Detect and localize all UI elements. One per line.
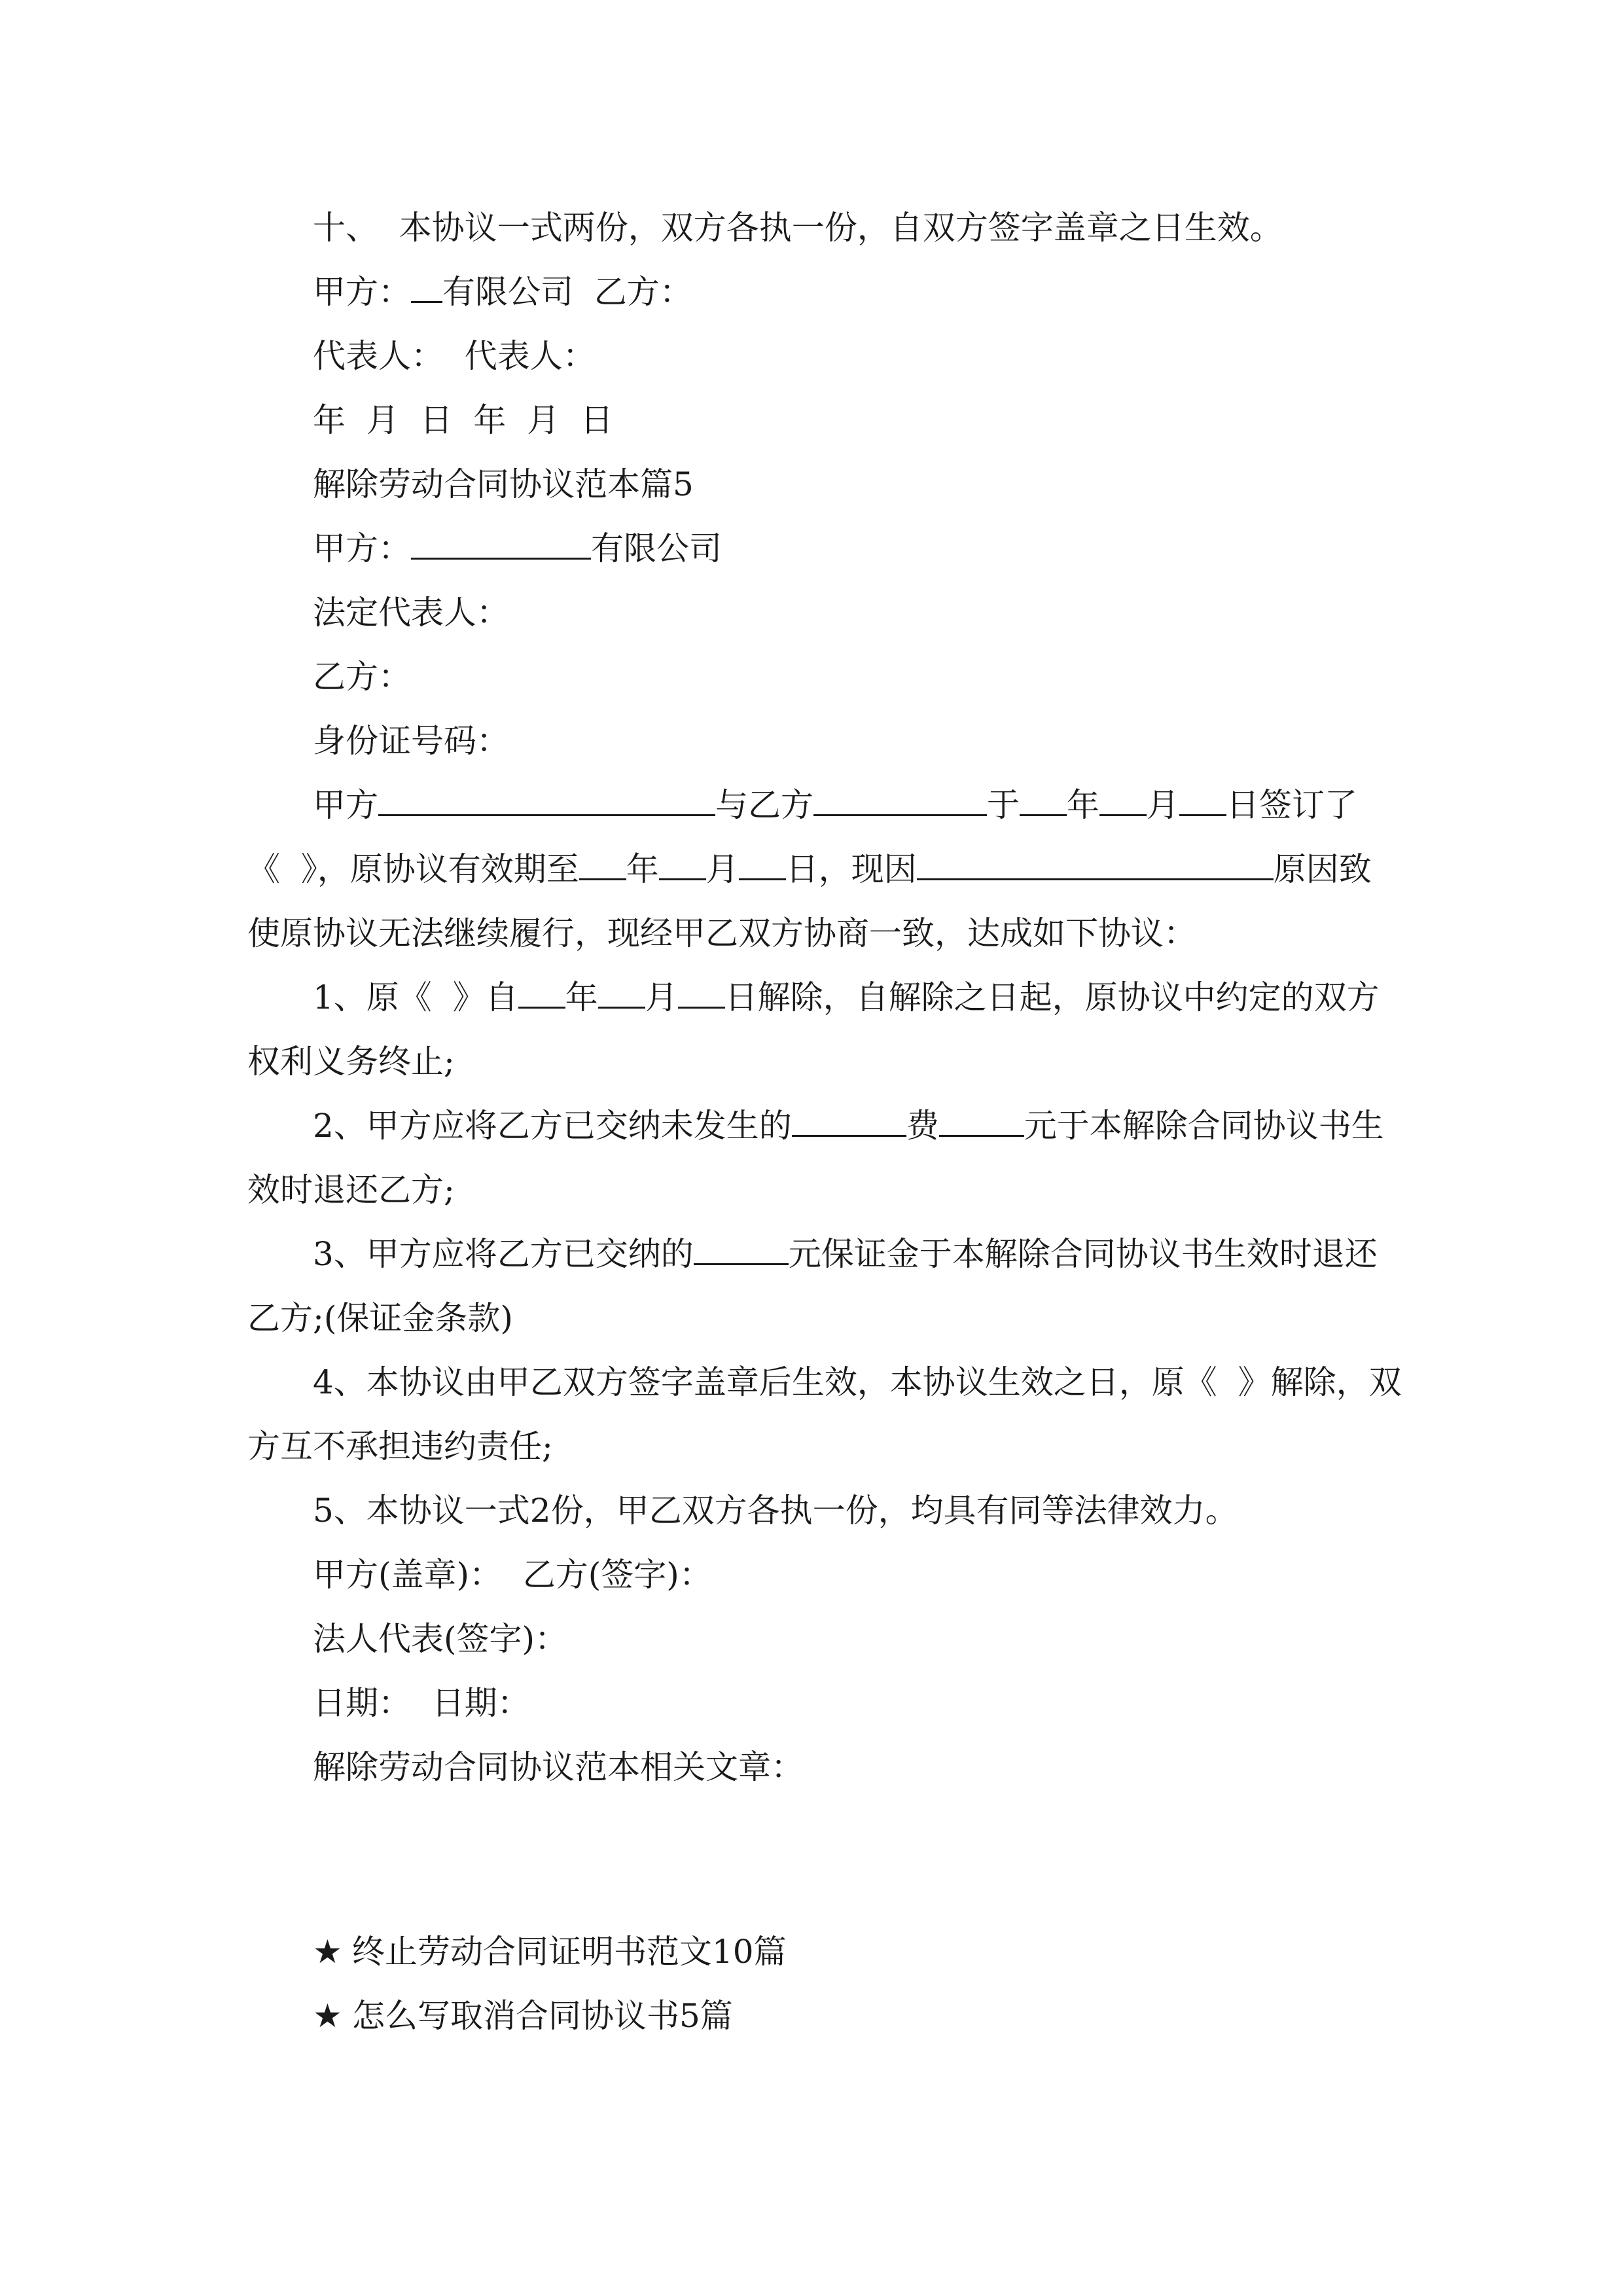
blank-field: [598, 978, 645, 1009]
text-segment: 日解除，自解除之日起，原协议中约定的双方: [724, 978, 1380, 1016]
party-a-prefix: 甲方：: [313, 529, 411, 567]
clause-item-4: 4、本协议由甲乙双方签字盖章后生效，本协议生效之日，原《 》解除，双: [313, 1363, 1402, 1401]
text-segment: 年: [626, 850, 659, 888]
party-line: [313, 272, 692, 312]
text-segment: 费: [906, 1107, 939, 1145]
text-segment: 元于本解除合同协议书生: [1024, 1107, 1384, 1145]
representative-line: 代表人： 代表人：: [313, 337, 596, 375]
blank-field: [1179, 785, 1226, 816]
text-segment: 2、甲方应将乙方已交纳未发生的: [313, 1107, 792, 1145]
clause-item-1: [313, 978, 1380, 1017]
party-a-suffix: 有限公司: [591, 529, 722, 567]
text-segment: 月: [645, 978, 678, 1016]
blank-field: [917, 850, 1274, 880]
blank-field: [411, 529, 591, 560]
party-a-label: 甲方：: [313, 273, 411, 311]
clause-item-5: 5、本协议一式2份，甲乙双方各执一份，均具有同等法律效力。: [313, 1492, 1238, 1530]
paragraph-line: [313, 785, 1357, 825]
text-segment: 年: [1067, 786, 1099, 824]
blank-field: [813, 785, 987, 816]
text-segment: 与乙方: [715, 786, 813, 824]
clause-ten: 十、 本协议一式两份，双方各执一份，自双方签字盖章之日生效。: [313, 209, 1283, 247]
blank-field: [518, 978, 565, 1009]
related-link[interactable]: [313, 1932, 787, 1971]
blank-field: [579, 850, 626, 880]
related-link-text[interactable]: 终止劳动合同证明书范文10篇: [352, 1933, 787, 1971]
legal-signature-line: 法人代表(签字)：: [313, 1620, 568, 1658]
party-a-line: [313, 529, 722, 568]
blank-field: [659, 850, 706, 880]
legal-rep-line: 法定代表人：: [313, 594, 509, 632]
text-segment: 《 》，原协议有效期至: [247, 850, 579, 888]
blank-field: [694, 1234, 789, 1265]
paragraph-line: 使原协议无法继续履行，现经甲乙双方协商一致，达成如下协议：: [247, 914, 1196, 952]
blank-field: [411, 272, 442, 303]
text-segment: 年: [565, 978, 598, 1016]
blank-field: [1099, 785, 1147, 816]
clause-item-1-cont: 权利义务终止;: [247, 1043, 455, 1081]
related-link-text[interactable]: 怎么写取消合同协议书5篇: [352, 1997, 733, 2035]
text-segment: 3、甲方应将乙方已交纳的: [313, 1235, 694, 1273]
clause-item-3-cont: 乙方;(保证金条款): [247, 1299, 513, 1337]
text-segment: 月: [1147, 786, 1179, 824]
clause-item-3: [313, 1234, 1378, 1274]
text-segment: 1、原《 》自: [313, 978, 518, 1016]
star-icon: ★: [313, 1997, 342, 2035]
clause-item-2: [313, 1106, 1384, 1145]
clause-item-2-cont: 效时退还乙方;: [247, 1171, 455, 1209]
text-segment: 元保证金于本解除合同协议书生效时退还: [788, 1235, 1378, 1273]
id-number-line: 身份证号码：: [313, 722, 509, 760]
blank-field: [1020, 785, 1067, 816]
signature-date-line: 日期： 日期：: [313, 1684, 530, 1722]
clause-item-4-cont: 方互不承担违约责任;: [247, 1427, 553, 1465]
signature-line: 甲方(盖章)： 乙方(签字)：: [313, 1556, 712, 1594]
related-link[interactable]: [313, 1996, 733, 2036]
text-segment: 于: [987, 786, 1020, 824]
blank-field: [739, 850, 786, 880]
star-icon: ★: [313, 1933, 342, 1971]
text-segment: 月: [705, 850, 739, 888]
party-b-label: 有限公司 乙方：: [442, 273, 692, 311]
related-heading: 解除劳动合同协议范本相关文章：: [313, 1748, 804, 1786]
section-heading: 解除劳动合同协议范本篇5: [313, 465, 694, 503]
blank-field: [939, 1106, 1024, 1137]
blank-field: [678, 978, 725, 1009]
text-segment: 日签订了: [1226, 786, 1357, 824]
blank-field: [792, 1106, 906, 1137]
blank-field: [378, 785, 715, 816]
date-line: 年 月 日 年 月 日: [313, 401, 613, 439]
party-b-line: 乙方：: [313, 658, 411, 696]
text-segment: 日，现因: [785, 850, 917, 888]
text-segment: 甲方: [313, 786, 378, 824]
paragraph-line: [247, 850, 1372, 889]
text-segment: 原因致: [1273, 850, 1372, 888]
